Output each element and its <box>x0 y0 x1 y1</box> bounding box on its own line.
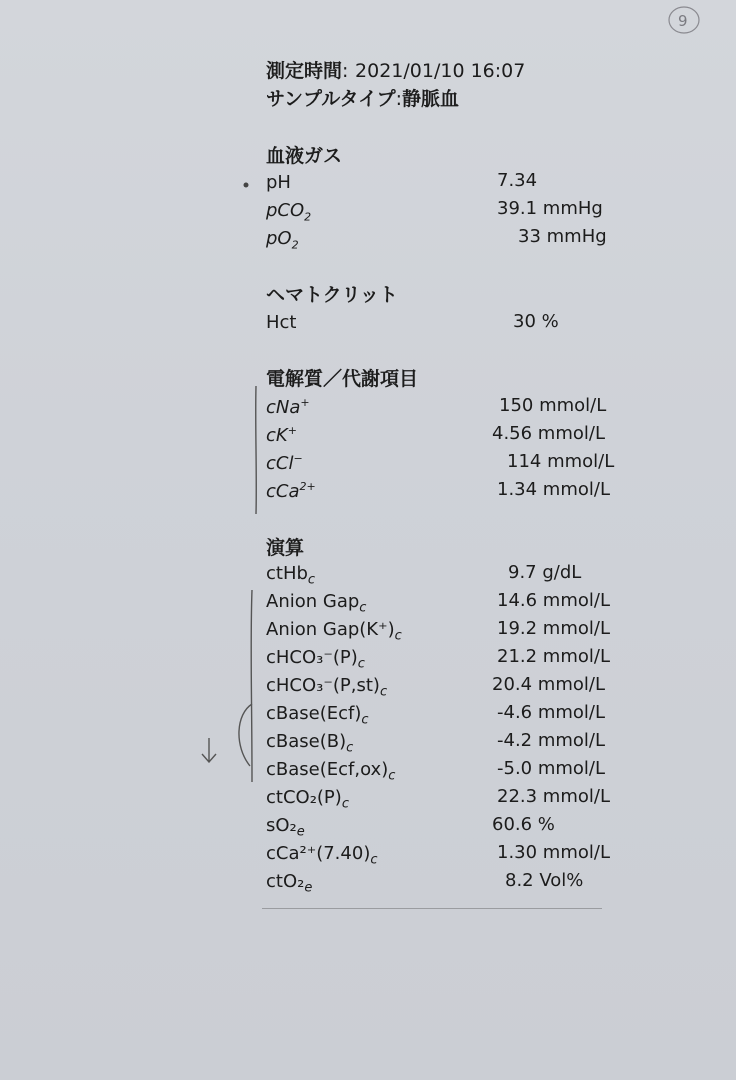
handwritten-bracket-line <box>252 384 260 516</box>
bottom-divider <box>262 908 602 909</box>
row-value-hct: 30 % <box>513 311 559 332</box>
calc-row-label: $cBase(B)_c$ <box>266 731 354 756</box>
calc-row-label: $cHCO_3^-(P)_c$ <box>266 647 365 672</box>
calc-row-value: 21.2 mmol/L <box>497 646 610 667</box>
calc-row-value: 60.6 % <box>492 814 555 835</box>
calc-row-label: $cBase(Ecf,ox)_c$ <box>266 759 396 784</box>
calc-row-value: -4.6 mmol/L <box>497 702 606 723</box>
calc-row-value: 14.6 mmol/L <box>497 590 610 611</box>
measurement-time-value: 2021/01/10 16:07 <box>355 60 526 82</box>
calc-row-label: ctHb$_c$ <box>266 563 316 588</box>
row-value-po2: 33 mmHg <box>518 226 607 247</box>
down-arrow-icon <box>198 736 220 766</box>
calc-row-label: $ctO_2_e$ <box>266 871 313 896</box>
sample-separator: : <box>395 88 402 110</box>
row-value-ph: 7.34 <box>497 170 538 191</box>
row-value-ck: 4.56 mmol/L <box>492 423 605 444</box>
row-label-ck: cK+ <box>266 424 297 446</box>
section-title-calculated: 演算 <box>266 537 305 559</box>
corner-mark-text: 9 <box>678 12 688 30</box>
calc-row-value: 1.30 mmol/L <box>497 842 610 863</box>
calc-row-label: Anion $Gap(K^+)_c$ <box>266 619 402 644</box>
calc-row-label: $sO_2_e$ <box>266 815 305 840</box>
section-title-hematocrit: ヘマトクリット <box>266 284 398 306</box>
calc-row-value: 19.2 mmol/L <box>497 618 610 639</box>
sample-type-value: 静脈血 <box>402 88 460 110</box>
sample-type-label: サンプルタイプ <box>266 88 396 110</box>
section-title-electrolytes: 電解質／代謝項目 <box>266 368 419 390</box>
calc-row-value: 8.2 Vol% <box>505 870 584 891</box>
row-label-ph: pH <box>266 172 291 193</box>
calc-row-value: 20.4 mmol/L <box>492 674 605 695</box>
measurement-time-line <box>266 56 525 83</box>
row-value-ccl: 114 mmol/L <box>507 451 615 472</box>
time-separator: : <box>342 60 349 82</box>
row-label-po2: $pO_2$ <box>266 228 299 252</box>
row-label-pco2: pCO$_2$ <box>266 200 312 224</box>
row-label-cna: cNa+ <box>266 396 310 418</box>
row-value-cna: 150 mmol/L <box>499 395 607 416</box>
calc-row-label: $cHCO_3^-(P,st)_c$ <box>266 675 388 700</box>
calc-row-value: -4.2 mmol/L <box>497 730 606 751</box>
sample-type-line <box>266 84 459 111</box>
handwritten-bracket-curve <box>228 586 260 786</box>
handwritten-dot-mark <box>241 180 251 190</box>
calc-row-label: $cBase(Ecf)_c$ <box>266 703 369 728</box>
measurement-time-label: 測定時間 <box>266 60 343 82</box>
circled-page-number-mark <box>664 2 704 38</box>
calc-row-label: Anion Gap$_c$ <box>266 591 367 616</box>
calc-row-label: $ctCO_2(P)_c$ <box>266 787 349 812</box>
section-title-blood-gas: 血液ガス <box>266 145 343 167</box>
row-value-pco2: 39.1 mmHg <box>497 198 603 219</box>
row-value-cca: 1.34 mmol/L <box>497 479 610 500</box>
row-label-ccl: cCl− <box>266 452 303 474</box>
calc-row-value: 9.7 g/dL <box>508 562 582 583</box>
row-label-cca: cCa$^{2+}$ <box>266 480 316 502</box>
calc-row-value: -5.0 mmol/L <box>497 758 606 779</box>
calc-row-label: $cCa^{2+}(7.40)_c$ <box>266 843 378 868</box>
row-label-hct: Hct <box>266 312 297 333</box>
calc-row-value: 22.3 mmol/L <box>497 786 610 807</box>
